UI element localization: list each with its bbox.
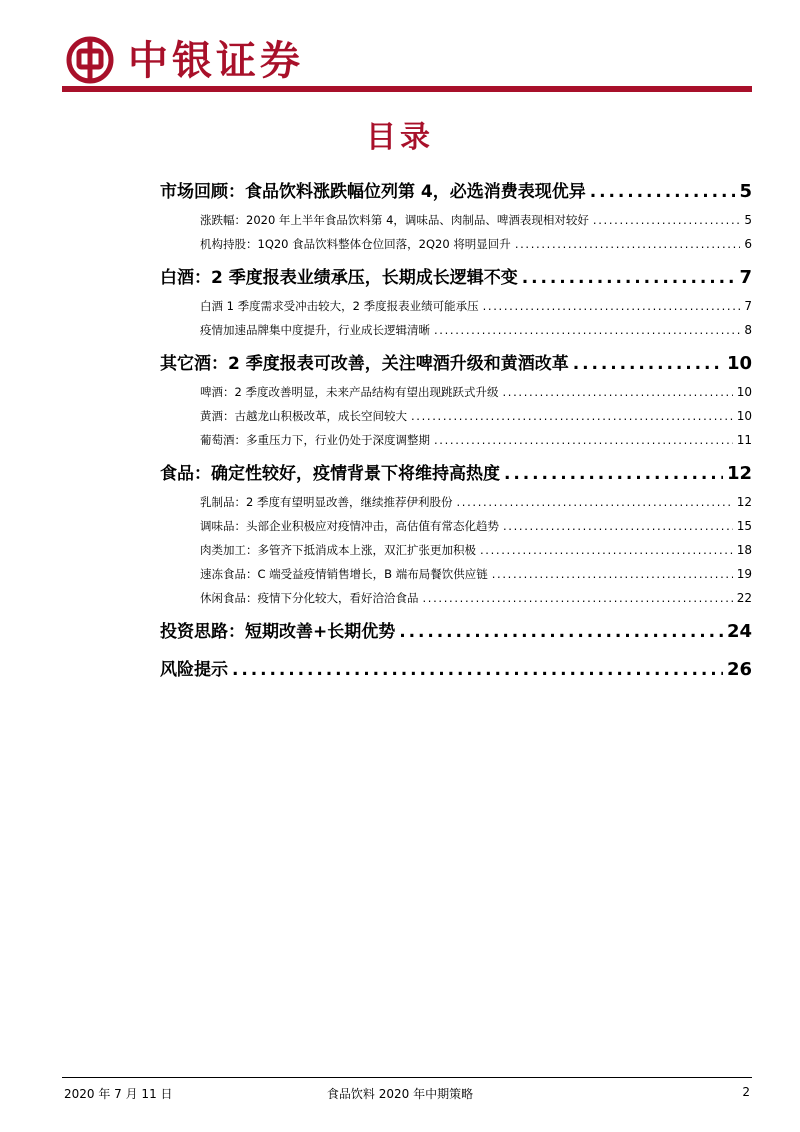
toc-section-label: 风险提示	[160, 660, 228, 680]
toc-subsection[interactable]: 疫情加速品牌集中度提升，行业成长逻辑清晰 . . . 8	[160, 318, 752, 342]
toc-page-number: 26	[726, 659, 752, 680]
toc-page-number: 10	[726, 353, 752, 374]
toc-page-number: 24	[726, 621, 752, 642]
toc-section-other-liquor[interactable]	[160, 348, 752, 380]
table-of-contents	[160, 170, 752, 686]
footer-date: 2020 年 7 月 11 日	[64, 1087, 173, 1101]
toc-subsection[interactable]: 肉类加工：多管齐下抵消成本上涨，双汇扩张更加积极 . . . 18	[160, 538, 752, 562]
toc-subsection-group	[160, 380, 752, 452]
toc-subsection[interactable]: 白酒 1 季度需求受冲击较大，2 季度报表业绩可能承压 . . . 7	[160, 294, 752, 318]
toc-page-number: 12	[726, 463, 752, 484]
toc-section-label: 市场回顾：食品饮料涨跌幅位列第 4，必选消费表现优异	[160, 182, 586, 202]
footer-doc-title: 食品饮料 2020 年中期策略	[326, 1087, 474, 1101]
header-rule	[62, 86, 752, 92]
toc-section-baijiu[interactable]	[160, 262, 752, 294]
toc-subsection[interactable]: 休闲食品：疫情下分化较大，看好洽洽食品 . . . 22	[160, 586, 752, 610]
toc-section-risk[interactable]	[160, 654, 752, 686]
brand-name: 中银证券	[128, 38, 304, 84]
toc-page-number: 7	[739, 267, 752, 288]
toc-page-number: 5	[739, 181, 752, 202]
toc-subsection[interactable]: 调味品：头部企业积极应对疫情冲击，高估值有常态化趋势 . . . 15	[160, 514, 752, 538]
toc-section-label: 食品：确定性较好，疫情背景下将维持高热度	[160, 464, 500, 484]
footer-page-number: 2	[742, 1085, 750, 1099]
toc-subsection[interactable]: 乳制品：2 季度有望明显改善，继续推荐伊利股份 . . . 12	[160, 490, 752, 514]
page-title: 目录	[366, 120, 434, 155]
footer-rule	[62, 1077, 752, 1078]
toc-subsection[interactable]: 速冻食品：C 端受益疫情销售增长，B 端布局餐饮供应链 . . . 19	[160, 562, 752, 586]
toc-subsection[interactable]: 黄酒：古越龙山积极改革，成长空间较大 . . . 10	[160, 404, 752, 428]
toc-section-label: 投资思路：短期改善+长期优势	[160, 622, 396, 642]
bank-of-china-logo-icon	[66, 36, 114, 84]
toc-subsection-group	[160, 294, 752, 342]
toc-subsection[interactable]: 啤酒：2 季度改善明显，未来产品结构有望出现跳跃式升级 . . . 10	[160, 380, 752, 404]
toc-section-market-review[interactable]	[160, 176, 752, 208]
toc-subsection-group	[160, 490, 752, 610]
toc-section-label: 其它酒：2 季度报表可改善，关注啤酒升级和黄酒改革	[160, 354, 569, 374]
toc-section-food[interactable]	[160, 458, 752, 490]
toc-subsection[interactable]: 涨跌幅：2020 年上半年食品饮料第 4，调味品、肉制品、啤酒表现相对较好 . . . 5	[160, 208, 752, 232]
toc-section-investment[interactable]	[160, 616, 752, 648]
toc-subsection[interactable]: 葡萄酒：多重压力下，行业仍处于深度调整期 . . . 11	[160, 428, 752, 452]
toc-subsection[interactable]: 机构持股：1Q20 食品饮料整体仓位回落，2Q20 将明显回升 . . . 6	[160, 232, 752, 256]
toc-section-label: 白酒：2 季度报表业绩承压，长期成长逻辑不变	[160, 268, 518, 288]
toc-subsection-group	[160, 208, 752, 256]
